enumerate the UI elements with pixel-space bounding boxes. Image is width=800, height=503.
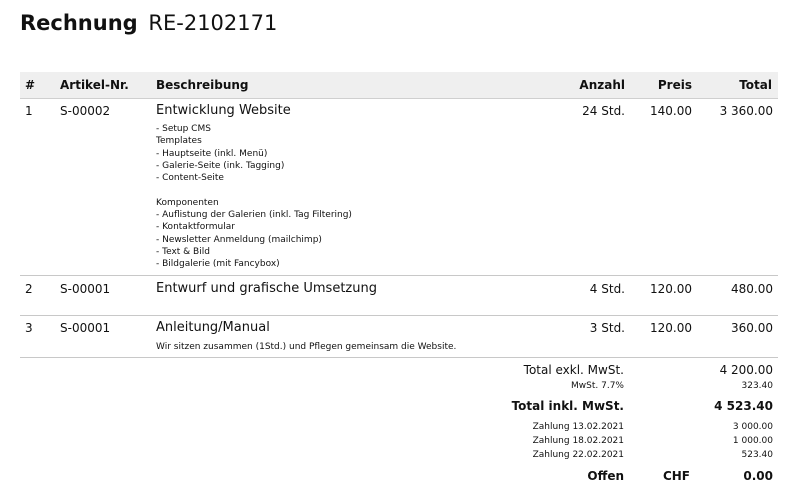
row-qty: 24 Std. <box>582 104 625 118</box>
row-title: Entwicklung Website <box>156 103 291 118</box>
row-details: Wir sitzen zusammen (1Std.) und Pflegen gemeinsam die Website. <box>156 342 457 352</box>
row-title: Anleitung/Manual <box>156 320 270 335</box>
payment-value: 3 000.00 <box>732 422 773 432</box>
total-label: Total inkl. MwSt. <box>511 399 624 413</box>
currency-label: CHF <box>662 469 690 483</box>
column-header-article: Artikel-Nr. <box>60 78 129 92</box>
payment-value: 1 000.00 <box>732 436 773 446</box>
row-price: 120.00 <box>650 321 692 335</box>
open-label: Offen <box>587 469 624 483</box>
open-value: 0.00 <box>743 469 773 483</box>
column-header-description: Beschreibung <box>156 78 249 92</box>
column-header-qty: Anzahl <box>579 78 625 92</box>
row-total: 3 360.00 <box>719 104 773 118</box>
vat-label: MwSt. 7.7% <box>571 381 624 391</box>
payment-label: Zahlung 13.02.2021 <box>532 422 624 432</box>
row-divider <box>20 275 778 276</box>
invoice-title <box>20 10 277 36</box>
payment-value: 523.40 <box>741 450 773 460</box>
row-article: S-00002 <box>60 104 111 118</box>
row-price: 140.00 <box>650 104 692 118</box>
column-header-total: Total <box>739 78 772 92</box>
row-num: 2 <box>25 282 33 296</box>
row-price: 120.00 <box>650 282 692 296</box>
row-qty: 4 Std. <box>589 282 625 296</box>
invoice-title-label: Rechnung <box>20 11 138 35</box>
row-total: 360.00 <box>731 321 773 335</box>
column-header-num: # <box>25 78 36 92</box>
subtotal-label: Total exkl. MwSt. <box>523 363 624 377</box>
vat-value: 323.40 <box>741 381 773 391</box>
row-article: S-00001 <box>60 321 111 335</box>
total-value: 4 523.40 <box>714 399 773 413</box>
row-num: 3 <box>25 321 33 335</box>
subtotal-value: 4 200.00 <box>719 363 773 377</box>
table-bottom-divider <box>20 357 778 358</box>
row-num: 1 <box>25 104 33 118</box>
row-details: - Setup CMS Templates - Hauptseite (inkl. Menü) - Galerie-Seite (ink. Tagging) - Content-Seite Komponenten - Auflistung der Galerien (inkl. Tag Filtering) - Kontaktformular - Newsletter Anmeldung (mailchimp) - Text & Bild - Bildgalerie (mit Fancybox) <box>156 124 352 270</box>
row-article: S-00001 <box>60 282 111 296</box>
row-qty: 3 Std. <box>589 321 625 335</box>
invoice-number: RE-2102171 <box>148 11 278 35</box>
row-title: Entwurf und grafische Umsetzung <box>156 281 377 296</box>
payment-label: Zahlung 22.02.2021 <box>532 450 624 460</box>
row-divider <box>20 315 778 316</box>
column-header-price: Preis <box>657 78 692 92</box>
payment-label: Zahlung 18.02.2021 <box>532 436 624 446</box>
table-header <box>20 72 778 99</box>
row-total: 480.00 <box>731 282 773 296</box>
